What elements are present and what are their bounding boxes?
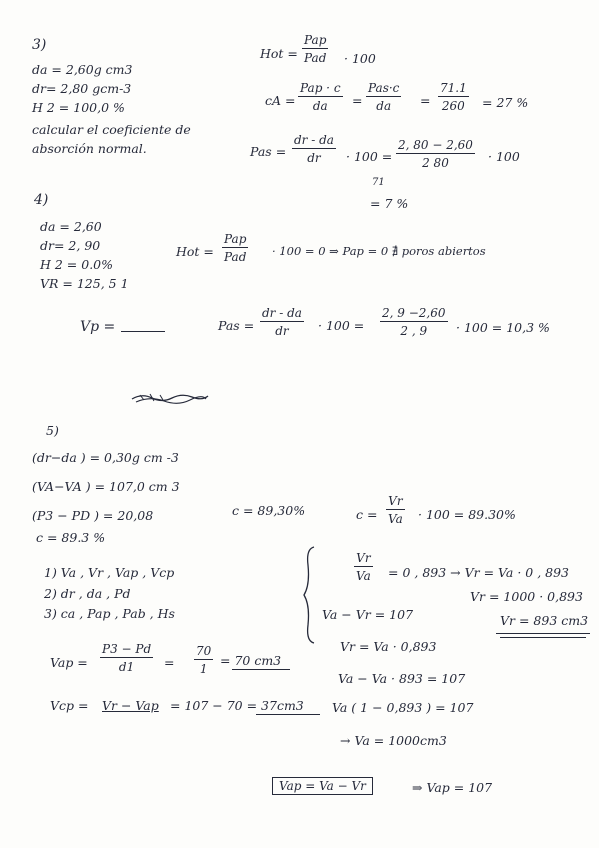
ex5-vap-result: = 70 cm3 xyxy=(220,653,282,668)
ex4-hot-den: Pad xyxy=(222,247,248,263)
ex3-ca-result: = 27 % xyxy=(482,95,529,110)
ex3-given-dr: dr= 2,80 gcm-3 xyxy=(32,81,132,96)
ex5-given-va: (VA−VA ) = 107,0 cm 3 xyxy=(32,479,180,494)
ex4-hot-num: Pap xyxy=(224,232,247,246)
ex5-c-rhs: · 100 = 89.30% xyxy=(418,507,516,522)
ex4-pas-mid: · 100 = xyxy=(318,318,365,333)
ex5-vap-num2: 70 xyxy=(196,644,212,658)
ex4-pas-den1: dr xyxy=(260,321,304,337)
ex5-question-2: 2) dr , da , Pd xyxy=(44,586,131,601)
ex5-vr-calc: Vr = 1000 · 0,893 xyxy=(470,589,583,604)
ex3-ca-num3: 71.1 xyxy=(440,81,467,95)
ex5-vr-underline2 xyxy=(500,637,586,638)
ex5-given-dr-da: (dr−da ) = 0,30g cm -3 xyxy=(32,450,179,465)
ex5-ratio-fraction xyxy=(354,552,373,582)
ex5-vcp-result: = 107 − 70 = 37cm3 xyxy=(170,698,304,713)
ex3-hot-fraction xyxy=(302,34,328,64)
ex5-c-den: Va xyxy=(386,509,405,525)
ex3-ca-eq1: = xyxy=(352,93,363,108)
ex3-pas-fraction1 xyxy=(292,134,336,164)
ex5-vr-eq: Vr = Va · 0,893 xyxy=(340,639,437,654)
ex5-vr-underline1 xyxy=(496,633,590,634)
ex4-vp-label: Vp = xyxy=(80,319,116,335)
ex5-given-c: c = 89.3 % xyxy=(36,530,106,545)
ex3-ca-den1: da xyxy=(298,96,343,112)
ex5-vcp-lhs: Vcp = xyxy=(50,698,89,713)
ex3-ca-eq2: = xyxy=(420,93,431,108)
ex3-pas-num1: dr - da xyxy=(294,133,334,147)
ex3-ca-lhs: cA = xyxy=(265,93,296,108)
ex5-vcp-num: Vr − Vap xyxy=(102,698,159,713)
ex5-ratio-num: Vr xyxy=(356,551,371,565)
ex5-va-minus-vr: Va − Vr = 107 xyxy=(322,607,414,622)
ex5-vap-eq: = xyxy=(164,655,175,670)
ex5-vap-num1: P3 − Pd xyxy=(102,642,152,656)
ex3-given-h2: H 2 = 100,0 % xyxy=(32,100,125,115)
ex3-pas-lhs: Pas = xyxy=(250,144,287,159)
ex4-hot-lhs: Hot = xyxy=(176,244,214,259)
ex3-hot-rhs: · 100 xyxy=(344,51,376,66)
ex3-ca-num2: Pas·c xyxy=(368,81,400,95)
ex5-vap-den1: d1 xyxy=(100,657,153,673)
ex5-given-p: (P3 − PD ) = 20,08 xyxy=(32,508,154,523)
ex5-vcp-underline xyxy=(256,714,320,715)
ex3-number: 3) xyxy=(32,37,47,53)
ex4-pas-num2: 2, 9 −2,60 xyxy=(382,306,446,320)
scribble-divider xyxy=(130,390,210,406)
ex3-pas-rhs: · 100 xyxy=(488,149,520,164)
ex3-hot-den: Pad xyxy=(302,48,328,64)
ex5-brace xyxy=(302,545,318,645)
ex4-vp-blank xyxy=(121,331,165,332)
ex5-c-lhs: c = xyxy=(356,507,378,522)
ex5-c-value: c = 89,30% xyxy=(232,503,306,518)
ex3-pas-den1: dr xyxy=(292,148,336,164)
ex3-pas-num2: 2, 80 − 2,60 xyxy=(398,138,473,152)
ex3-ca-fraction2 xyxy=(366,82,401,112)
ex4-pas-fraction2 xyxy=(380,307,448,337)
ex5-va-eq: Va − Va · 893 = 107 xyxy=(338,671,466,686)
ex5-vap-den2: 1 xyxy=(194,659,213,675)
ex3-ca-den3: 260 xyxy=(438,96,469,112)
ex3-prompt-line1: calcular el coeficiente de xyxy=(32,122,191,137)
ex4-pas-result: · 100 = 10,3 % xyxy=(456,320,550,335)
ex5-number: 5) xyxy=(46,423,59,438)
ex4-pas-num1: dr - da xyxy=(262,306,302,320)
ex5-vap-lhs: Vap = xyxy=(50,655,88,670)
ex4-given-vr: VR = 125, 5 1 xyxy=(40,276,129,291)
ex5-question-3: 3) ca , Pap , Pab , Hs xyxy=(44,606,175,621)
ex5-va-factor: Va ( 1 − 0,893 ) = 107 xyxy=(332,700,474,715)
ex5-va-result: → Va = 1000cm3 xyxy=(340,733,447,748)
ex3-pas-den2: 2 80 xyxy=(396,153,475,169)
ex5-vap-fraction1 xyxy=(100,643,153,673)
ex4-number: 4) xyxy=(34,192,49,208)
ex5-c-num: Vr xyxy=(388,494,403,508)
ex4-pas-den2: 2 , 9 xyxy=(380,321,448,337)
ex3-ca-fraction3 xyxy=(438,82,469,112)
ex5-question-1: 1) Va , Vr , Vap , Vcp xyxy=(44,565,175,580)
ex5-vr-result: Vr = 893 cm3 xyxy=(500,613,589,628)
ex4-hot-rhs: · 100 = 0 ⇒ Pap = 0 ∄ poros abiertos xyxy=(272,244,486,258)
ex3-ca-fraction1 xyxy=(298,82,343,112)
ex5-vap-fraction2 xyxy=(194,645,213,675)
ex4-given-da: da = 2,60 xyxy=(40,219,102,234)
ex3-pas-den-prefix: 71 xyxy=(372,177,385,188)
ex3-prompt-line2: absorción normal. xyxy=(32,141,147,156)
ex5-boxed-result: ⇒ Vap = 107 xyxy=(412,780,493,795)
ex5-c-fraction xyxy=(386,495,405,525)
ex3-pas-result: = 7 % xyxy=(370,196,409,211)
ex3-given-da: da = 2,60g cm3 xyxy=(32,62,133,77)
ex3-pas-mid: · 100 = xyxy=(346,149,393,164)
ex3-pas-fraction2 xyxy=(396,139,475,169)
ex4-pas-fraction1 xyxy=(260,307,304,337)
ex5-ratio-den: Va xyxy=(354,566,373,582)
ex4-given-dr: dr= 2, 90 xyxy=(40,238,101,253)
ex5-boxed-formula: Vap = Va − Vr xyxy=(272,777,373,795)
ex5-vap-underline xyxy=(232,669,290,670)
ex3-hot-lhs: Hot = xyxy=(260,46,298,61)
ex3-ca-num1: Pap · c xyxy=(300,81,341,95)
ex4-hot-fraction xyxy=(222,233,248,263)
ex3-ca-den2: da xyxy=(366,96,401,112)
ex4-pas-lhs: Pas = xyxy=(218,318,255,333)
ex5-ratio-eq: = 0 , 893 → Vr = Va · 0 , 893 xyxy=(388,565,570,580)
ex3-hot-num: Pap xyxy=(304,33,327,47)
ex4-given-h2: H 2 = 0.0% xyxy=(40,257,114,272)
